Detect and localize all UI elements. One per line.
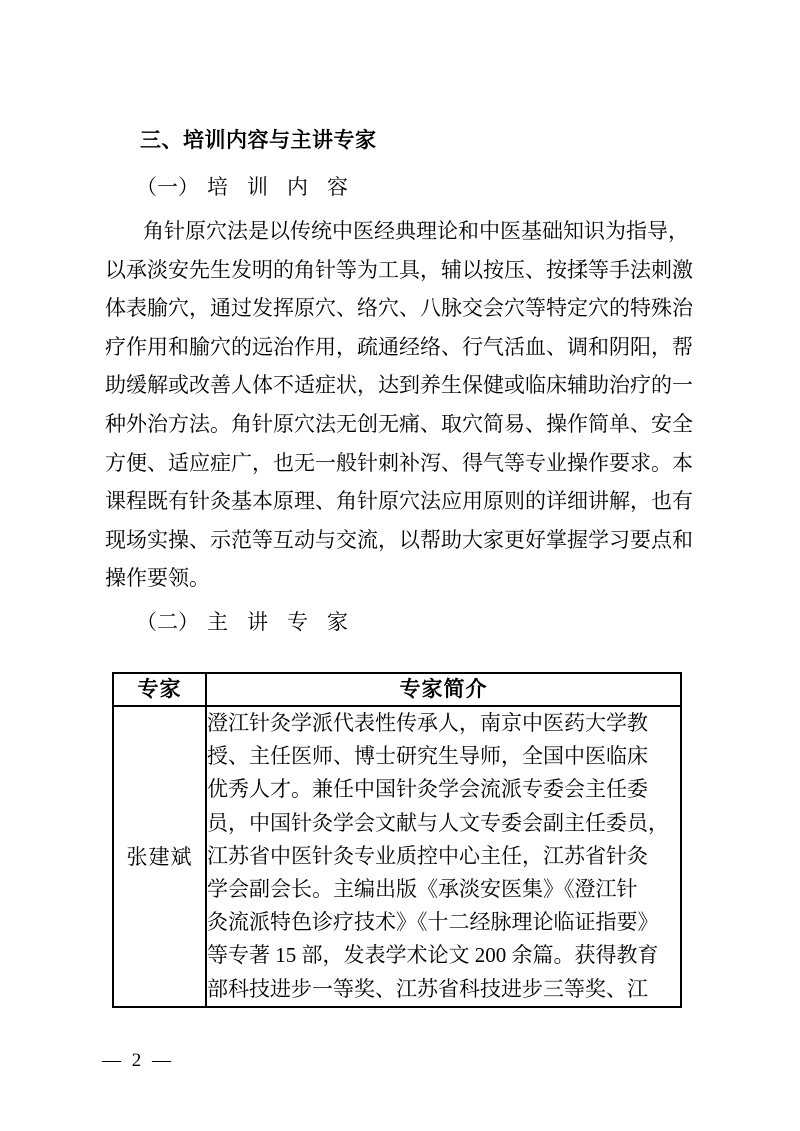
paragraph-line: 体表腧穴，通过发挥原穴、络穴、八脉交会穴等特定穴的特殊治 xyxy=(105,296,693,321)
profile-line: 优秀人才。兼任中国针灸学会流派专委会主任委 xyxy=(207,777,648,802)
subsection-heading-lecturers xyxy=(136,609,367,635)
experts-table xyxy=(112,672,682,1008)
subsection-1-title: 培训内容 xyxy=(207,175,367,199)
expert-name-cell: 张建斌 xyxy=(113,706,206,1007)
profile-line: 等专著 15 部，发表学术论文 200 余篇。获得教育 xyxy=(207,943,659,968)
subsection-1-prefix: （一） xyxy=(136,175,199,199)
training-content-paragraph xyxy=(105,212,697,598)
section-heading: 三、培训内容与主讲专家 xyxy=(140,129,377,152)
profile-line: 江苏省中医针灸专业质控中心主任，江苏省针灸 xyxy=(207,843,648,868)
paragraph-line: 课程既有针灸基本原理、角针原穴法应用原则的详细讲解，也有 xyxy=(105,489,693,514)
expert-profile-cell xyxy=(206,706,681,1007)
experts-table-header-row xyxy=(113,673,681,706)
paragraph-line: 疗作用和腧穴的远治作用，疏通经络、行气活血、调和阴阳，帮 xyxy=(105,334,693,359)
paragraph-line: 种外治方法。角针原穴法无创无痛、取穴简易、操作简单、安全 xyxy=(105,411,693,436)
table-row xyxy=(113,706,681,1007)
subsection-2-title: 主讲专家 xyxy=(207,610,367,634)
paragraph-line: 现场实操、示范等互动与交流，以帮助大家更好掌握学习要点和 xyxy=(105,527,693,552)
profile-line: 澄江针灸学派代表性传承人，南京中医药大学教 xyxy=(207,711,648,735)
experts-table-header-expert: 专家 xyxy=(113,673,206,706)
subsection-2-prefix: （二） xyxy=(136,610,199,634)
profile-line: 学会副会长。主编出版《承淡安医集》《澄江针 xyxy=(207,876,638,901)
paragraph-line: 操作要领。 xyxy=(105,566,210,591)
profile-line: 授、主任医师、博士研究生导师，全国中医临床 xyxy=(207,744,648,769)
paragraph-line: 角针原穴法是以传统中医经典理论和中医基础知识为指导， xyxy=(143,219,689,243)
paragraph-line: 助缓解或改善人体不适症状，达到养生保健或临床辅助治疗的一 xyxy=(105,373,693,398)
profile-line: 员，中国针灸学会文献与人文专委会副主任委员， xyxy=(207,810,669,835)
profile-line: 部科技进步一等奖、江苏省科技进步三等奖、江 xyxy=(207,976,648,1001)
subsection-heading-training-content xyxy=(136,174,367,200)
experts-table-header-profile: 专家简介 xyxy=(206,673,681,706)
page-number: — 2 — xyxy=(102,1050,174,1071)
paragraph-line: 以承淡安先生发明的角针等为工具，辅以按压、按揉等手法刺激 xyxy=(105,257,693,282)
profile-line: 灸流派特色诊疗技术》《十二经脉理论临证指要》 xyxy=(207,910,659,935)
paragraph-line: 方便、适应症广，也无一般针刺补泻、得气等专业操作要求。本 xyxy=(105,450,693,475)
